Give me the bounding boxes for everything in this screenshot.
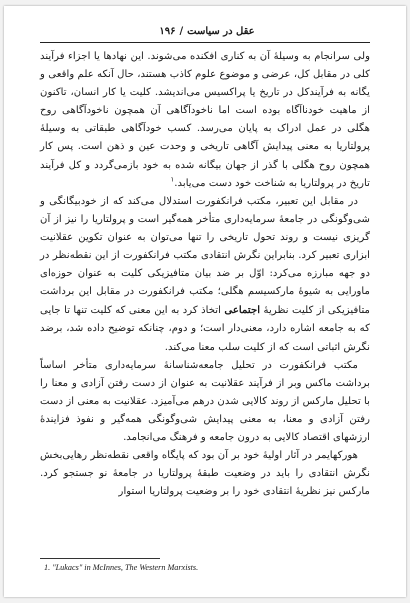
footnote bbox=[44, 563, 198, 572]
header-rule bbox=[40, 42, 370, 43]
running-header bbox=[44, 26, 370, 37]
bold-term: اجتماعی bbox=[224, 304, 261, 317]
running-header-title: عقل در سیاست bbox=[187, 26, 255, 37]
paragraph bbox=[40, 357, 370, 447]
paragraph bbox=[40, 447, 370, 501]
footnote-reference[interactable]: ۱ bbox=[170, 175, 175, 184]
paragraph bbox=[40, 193, 370, 357]
text-run: مکتب فرانکفورت در تحلیل جامعه‌شناسانهٔ سرمایه‌داری متأخر اساساً برداشت ماکس وبر از فرآیند عقلانیت به عنوان از دست رفتن آزادی و معنا را با تحلیل مارکس از روند کالایی شدن درهم می‌آمیزد. عقلانیت به معنی از دست رفتن آزادی و معنا، به معنی پیدایش شی‌وگونگی همه‌گیر و نفوذ فزایندهٔ ارزشهای اقتصاد کالایی به درون جامعه و فرهنگ می‌انجامد. bbox=[40, 359, 370, 443]
book-page bbox=[4, 6, 406, 597]
text-run: در مقابل این تعبیر، مکتب فرانکفورت استدلال می‌کند که از خودبیگانگی و شی‌وگونگی در جامعهٔ سرمایه‌داری متأخر همه‌گیر است و پرولتاریا را نیز از آن گریزی نیست و روند تحول تاریخی را تنها می‌توان به عنوان تکوین عقلانیت ابزاری تعبیر کرد. بنابراین نگرش انتقادی مکتب فرانکفورت از این نقطه‌نظر در دو جهه مبارزه می‌کرد: اوّل بر ضد بیان متافیزیکی کلیت به عنوان حوزه‌ای ماورایی به شیوهٔ مارکسیسم هگلی؛ مکتب فرانکفورت در مقابل این برداشت متافیزیکی از کلیت نظریهٔ bbox=[40, 195, 370, 317]
body-text bbox=[40, 48, 370, 501]
text-run: هورکهایمر در آثار اولیهٔ خود بر آن بود که پایگاه واقعی نقطه‌نظر رهایی‌بخش نگرش انتقادی را باید در وضعیت طبقهٔ پرولتاریا در جامعهٔ نو جستجو کرد. مارکس نیز نظریهٔ انتقادی خود را بر وضعیت پرولتاریا استوار bbox=[40, 450, 370, 498]
page-number: ۱۹۶ bbox=[159, 26, 176, 37]
footnote-rule bbox=[40, 558, 160, 559]
footnote-number: 1. bbox=[44, 563, 51, 572]
footnote-text: "Lukacs" in McInnes, The Western Marxists. bbox=[52, 563, 199, 572]
paragraph bbox=[40, 48, 370, 193]
running-header-separator: / bbox=[179, 26, 184, 37]
text-run: ولی سرانجام به وسیلهٔ آن به کناری افکنده می‌شوند. این نهادها یا اجزاء فرآیند کلی در مقابل کل، عرضی و موضوع علوم کاذب هستند، حال آنکه علم واقعی و یگانه به فرآیندکل در تاریخ یا پراکسیس می‌اندیشد. کلیت یا کار انسان، تاکنون از ماهیت خودناآگاه بوده است اما ناخودآگاهی آن همچون ناخودآگاهی روح هگلی در عمل ادراک به پایان می‌رسد. کسب خودآگاهی طبقاتی به وسیلهٔ پرولتاریا به معنی پیدایش آگاهی تاریخی و وحدت عین و ذهن است. پس کار همچون روح هگلی با گذر از جهان بیگانه شده به خود بازمی‌گردد و کل فرآیند تاریخ در پرولتاریا به شناخت خود دست می‌یابد. bbox=[40, 51, 370, 189]
text-run: اتخاذ کرد به این معنی که کلیت تنها تا جایی که به جامعه اشاره دارد، معنی‌دار است؛ و دوم، چنانکه توضیح داده شد، برضد نگرش اثباتی است که از کلیت سلب معنا می‌کند. bbox=[40, 305, 370, 353]
